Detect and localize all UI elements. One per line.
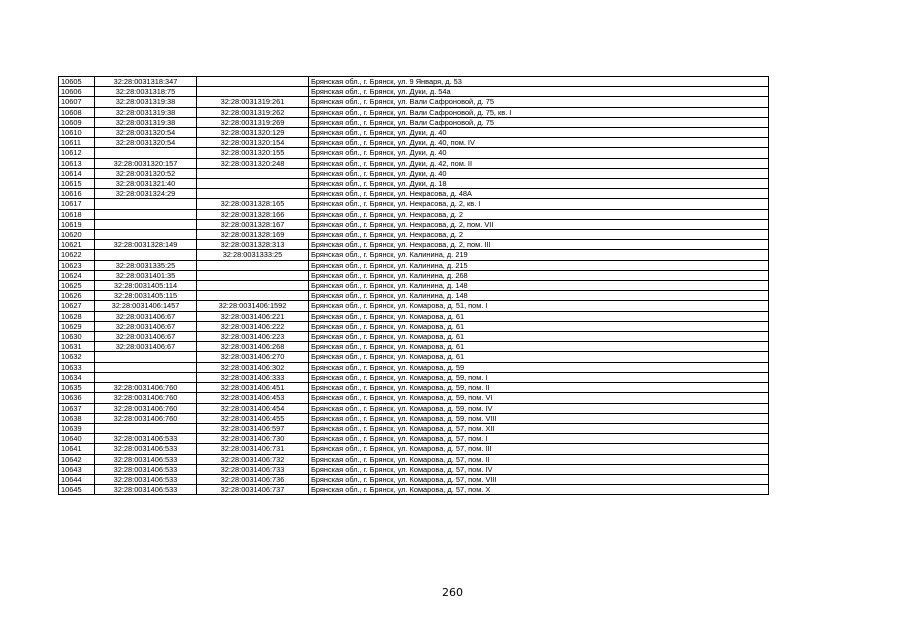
- parcel-number-cell: 32:28:0031321:40: [95, 179, 197, 189]
- row-number-cell: 10643: [59, 464, 95, 474]
- table-row: [59, 332, 769, 342]
- address-cell: Брянская обл., г. Брянск, ул. Комарова, д. 57, пом. IV: [309, 464, 769, 474]
- row-number-cell: 10632: [59, 352, 95, 362]
- parcel-number-cell: 32:28:0031406:67: [95, 311, 197, 321]
- address-cell: Брянская обл., г. Брянск, ул. Вали Сафроновой, д. 75: [309, 117, 769, 127]
- object-number-cell: [197, 168, 309, 178]
- address-cell: Брянская обл., г. Брянск, ул. Комарова, д. 59, пом. VI: [309, 393, 769, 403]
- register-table: [58, 76, 769, 495]
- parcel-number-cell: 32:28:0031328:149: [95, 240, 197, 250]
- address-cell: Брянская обл., г. Брянск, ул. Вали Сафроновой, д. 75, кв. I: [309, 107, 769, 117]
- object-number-cell: 32:28:0031328:165: [197, 199, 309, 209]
- table-row: [59, 219, 769, 229]
- object-number-cell: [197, 77, 309, 87]
- address-cell: Брянская обл., г. Брянск, ул. Комарова, д. 59, пом. IV: [309, 403, 769, 413]
- address-cell: Брянская обл., г. Брянск, ул. Калинина, д. 215: [309, 260, 769, 270]
- object-number-cell: [197, 189, 309, 199]
- parcel-number-cell: 32:28:0031319:38: [95, 97, 197, 107]
- parcel-number-cell: 32:28:0031406:533: [95, 464, 197, 474]
- parcel-number-cell: 32:28:0031319:38: [95, 107, 197, 117]
- object-number-cell: 32:28:0031406:222: [197, 321, 309, 331]
- row-number-cell: 10616: [59, 189, 95, 199]
- table-row: [59, 230, 769, 240]
- object-number-cell: 32:28:0031328:313: [197, 240, 309, 250]
- address-cell: Брянская обл., г. Брянск, ул. Некрасова, д. 2, пом. VII: [309, 219, 769, 229]
- address-cell: Брянская обл., г. Брянск, ул. Комарова, д. 61: [309, 332, 769, 342]
- parcel-number-cell: [95, 148, 197, 158]
- address-cell: Брянская обл., г. Брянск, ул. Комарова, д. 51, пом. I: [309, 301, 769, 311]
- parcel-number-cell: 32:28:0031405:115: [95, 291, 197, 301]
- table-row: [59, 352, 769, 362]
- object-number-cell: 32:28:0031406:733: [197, 464, 309, 474]
- object-number-cell: 32:28:0031406:223: [197, 332, 309, 342]
- table-row: [59, 423, 769, 433]
- table-row: [59, 311, 769, 321]
- row-number-cell: 10637: [59, 403, 95, 413]
- address-cell: Брянская обл., г. Брянск, ул. Калинина, д. 148: [309, 281, 769, 291]
- table-row: [59, 270, 769, 280]
- object-number-cell: 32:28:0031406:221: [197, 311, 309, 321]
- parcel-number-cell: [95, 372, 197, 382]
- row-number-cell: 10644: [59, 474, 95, 484]
- address-cell: Брянская обл., г. Брянск, ул. Калинина, д. 148: [309, 291, 769, 301]
- table-row: [59, 281, 769, 291]
- table-row: [59, 393, 769, 403]
- parcel-number-cell: 32:28:0031406:533: [95, 444, 197, 454]
- row-number-cell: 10636: [59, 393, 95, 403]
- address-cell: Брянская обл., г. Брянск, ул. Комарова, д. 59, пом. II: [309, 383, 769, 393]
- parcel-number-cell: [95, 423, 197, 433]
- page-number: 260: [442, 586, 463, 599]
- parcel-number-cell: 32:28:0031320:54: [95, 128, 197, 138]
- parcel-number-cell: 32:28:0031320:54: [95, 138, 197, 148]
- address-cell: Брянская обл., г. Брянск, ул. Комарова, д. 57, пом. X: [309, 485, 769, 495]
- row-number-cell: 10615: [59, 179, 95, 189]
- object-number-cell: [197, 281, 309, 291]
- table-row: [59, 444, 769, 454]
- object-number-cell: 32:28:0031320:248: [197, 158, 309, 168]
- row-number-cell: 10614: [59, 168, 95, 178]
- row-number-cell: 10635: [59, 383, 95, 393]
- table-row: [59, 97, 769, 107]
- row-number-cell: 10612: [59, 148, 95, 158]
- object-number-cell: 32:28:0031406:270: [197, 352, 309, 362]
- table-row: [59, 138, 769, 148]
- parcel-number-cell: 32:28:0031401:35: [95, 270, 197, 280]
- object-number-cell: 32:28:0031406:453: [197, 393, 309, 403]
- object-number-cell: 32:28:0031406:736: [197, 474, 309, 484]
- object-number-cell: 32:28:0031406:451: [197, 383, 309, 393]
- table-row: [59, 301, 769, 311]
- row-number-cell: 10607: [59, 97, 95, 107]
- table-row: [59, 107, 769, 117]
- row-number-cell: 10619: [59, 219, 95, 229]
- table-row: [59, 128, 769, 138]
- table-row: [59, 199, 769, 209]
- row-number-cell: 10631: [59, 342, 95, 352]
- row-number-cell: 10641: [59, 444, 95, 454]
- object-number-cell: 32:28:0031406:333: [197, 372, 309, 382]
- table-row: [59, 372, 769, 382]
- row-number-cell: 10625: [59, 281, 95, 291]
- table-row: [59, 158, 769, 168]
- object-number-cell: 32:28:0031406:455: [197, 413, 309, 423]
- object-number-cell: 32:28:0031406:731: [197, 444, 309, 454]
- row-number-cell: 10610: [59, 128, 95, 138]
- table-row: [59, 413, 769, 423]
- parcel-number-cell: 32:28:0031324:29: [95, 189, 197, 199]
- object-number-cell: 32:28:0031328:169: [197, 230, 309, 240]
- object-number-cell: [197, 179, 309, 189]
- row-number-cell: 10609: [59, 117, 95, 127]
- row-number-cell: 10645: [59, 485, 95, 495]
- row-number-cell: 10638: [59, 413, 95, 423]
- address-cell: Брянская обл., г. Брянск, ул. Комарова, д. 59, пом. VIII: [309, 413, 769, 423]
- address-cell: Брянская обл., г. Брянск, ул. Комарова, д. 61: [309, 321, 769, 331]
- table-row: [59, 87, 769, 97]
- parcel-number-cell: 32:28:0031406:1457: [95, 301, 197, 311]
- table-row: [59, 168, 769, 178]
- object-number-cell: 32:28:0031319:261: [197, 97, 309, 107]
- table-row: [59, 474, 769, 484]
- object-number-cell: 32:28:0031328:167: [197, 219, 309, 229]
- row-number-cell: 10620: [59, 230, 95, 240]
- table-row: [59, 209, 769, 219]
- table-row: [59, 240, 769, 250]
- table-row: [59, 148, 769, 158]
- table-row: [59, 434, 769, 444]
- row-number-cell: 10621: [59, 240, 95, 250]
- object-number-cell: 32:28:0031406:737: [197, 485, 309, 495]
- parcel-number-cell: 32:28:0031335:25: [95, 260, 197, 270]
- row-number-cell: 10629: [59, 321, 95, 331]
- table-row: [59, 362, 769, 372]
- parcel-number-cell: 32:28:0031406:67: [95, 332, 197, 342]
- parcel-number-cell: [95, 230, 197, 240]
- address-cell: Брянская обл., г. Брянск, ул. Дуки, д. 40: [309, 148, 769, 158]
- address-cell: Брянская обл., г. Брянск, ул. Калинина, д. 268: [309, 270, 769, 280]
- row-number-cell: 10622: [59, 250, 95, 260]
- parcel-number-cell: 32:28:0031320:157: [95, 158, 197, 168]
- address-cell: Брянская обл., г. Брянск, ул. Комарова, д. 57, пом. VIII: [309, 474, 769, 484]
- object-number-cell: 32:28:0031328:166: [197, 209, 309, 219]
- object-number-cell: 32:28:0031406:454: [197, 403, 309, 413]
- address-cell: Брянская обл., г. Брянск, ул. Дуки, д. 42, пом. II: [309, 158, 769, 168]
- parcel-number-cell: 32:28:0031319:38: [95, 117, 197, 127]
- parcel-number-cell: 32:28:0031406:67: [95, 321, 197, 331]
- table-row: [59, 250, 769, 260]
- address-cell: Брянская обл., г. Брянск, ул. Дуки, д. 18: [309, 179, 769, 189]
- table-row: [59, 77, 769, 87]
- address-cell: Брянская обл., г. Брянск, ул. 9 Января, д. 53: [309, 77, 769, 87]
- table-row: [59, 291, 769, 301]
- address-cell: Брянская обл., г. Брянск, ул. Комарова, д. 61: [309, 352, 769, 362]
- table-row: [59, 260, 769, 270]
- parcel-number-cell: 32:28:0031406:533: [95, 485, 197, 495]
- object-number-cell: 32:28:0031319:262: [197, 107, 309, 117]
- table-row: [59, 403, 769, 413]
- address-cell: Брянская обл., г. Брянск, ул. Дуки, д. 40: [309, 128, 769, 138]
- object-number-cell: 32:28:0031320:129: [197, 128, 309, 138]
- object-number-cell: [197, 270, 309, 280]
- address-cell: Брянская обл., г. Брянск, ул. Некрасова, д. 2, кв. I: [309, 199, 769, 209]
- object-number-cell: 32:28:0031406:302: [197, 362, 309, 372]
- parcel-number-cell: [95, 209, 197, 219]
- row-number-cell: 10640: [59, 434, 95, 444]
- address-cell: Брянская обл., г. Брянск, ул. Комарова, д. 57, пом. III: [309, 444, 769, 454]
- object-number-cell: 32:28:0031406:1592: [197, 301, 309, 311]
- row-number-cell: 10624: [59, 270, 95, 280]
- address-cell: Брянская обл., г. Брянск, ул. Комарова, д. 61: [309, 311, 769, 321]
- table-row: [59, 485, 769, 495]
- parcel-number-cell: 32:28:0031406:760: [95, 403, 197, 413]
- object-number-cell: 32:28:0031319:269: [197, 117, 309, 127]
- address-cell: Брянская обл., г. Брянск, ул. Некрасова, д. 2: [309, 230, 769, 240]
- parcel-number-cell: 32:28:0031318:75: [95, 87, 197, 97]
- object-number-cell: [197, 291, 309, 301]
- address-cell: Брянская обл., г. Брянск, ул. Комарова, д. 61: [309, 342, 769, 352]
- row-number-cell: 10639: [59, 423, 95, 433]
- address-cell: Брянская обл., г. Брянск, ул. Комарова, д. 57, пом. I: [309, 434, 769, 444]
- table-row: [59, 464, 769, 474]
- object-number-cell: 32:28:0031406:730: [197, 434, 309, 444]
- object-number-cell: 32:28:0031406:732: [197, 454, 309, 464]
- parcel-number-cell: 32:28:0031406:760: [95, 413, 197, 423]
- table-row: [59, 454, 769, 464]
- address-cell: Брянская обл., г. Брянск, ул. Дуки, д. 54а: [309, 87, 769, 97]
- address-cell: Брянская обл., г. Брянск, ул. Комарова, д. 59: [309, 362, 769, 372]
- parcel-number-cell: 32:28:0031406:760: [95, 393, 197, 403]
- register-table-body: [59, 77, 769, 495]
- address-cell: Брянская обл., г. Брянск, ул. Комарова, д. 59, пом. I: [309, 372, 769, 382]
- address-cell: Брянская обл., г. Брянск, ул. Калинина, д. 219: [309, 250, 769, 260]
- object-number-cell: 32:28:0031320:154: [197, 138, 309, 148]
- row-number-cell: 10627: [59, 301, 95, 311]
- address-cell: Брянская обл., г. Брянск, ул. Комарова, д. 57, пом. II: [309, 454, 769, 464]
- object-number-cell: 32:28:0031406:597: [197, 423, 309, 433]
- row-number-cell: 10611: [59, 138, 95, 148]
- row-number-cell: 10630: [59, 332, 95, 342]
- row-number-cell: 10642: [59, 454, 95, 464]
- row-number-cell: 10634: [59, 372, 95, 382]
- address-cell: Брянская обл., г. Брянск, ул. Дуки, д. 40: [309, 168, 769, 178]
- table-row: [59, 342, 769, 352]
- parcel-number-cell: 32:28:0031406:760: [95, 383, 197, 393]
- row-number-cell: 10633: [59, 362, 95, 372]
- row-number-cell: 10628: [59, 311, 95, 321]
- parcel-number-cell: [95, 362, 197, 372]
- parcel-number-cell: [95, 219, 197, 229]
- parcel-number-cell: 32:28:0031406:533: [95, 434, 197, 444]
- address-cell: Брянская обл., г. Брянск, ул. Некрасова, д. 2, пом. III: [309, 240, 769, 250]
- table-row: [59, 179, 769, 189]
- row-number-cell: 10605: [59, 77, 95, 87]
- row-number-cell: 10623: [59, 260, 95, 270]
- row-number-cell: 10613: [59, 158, 95, 168]
- row-number-cell: 10626: [59, 291, 95, 301]
- address-cell: Брянская обл., г. Брянск, ул. Некрасова, д. 48А: [309, 189, 769, 199]
- parcel-number-cell: 32:28:0031405:114: [95, 281, 197, 291]
- object-number-cell: [197, 260, 309, 270]
- object-number-cell: 32:28:0031406:268: [197, 342, 309, 352]
- table-row: [59, 189, 769, 199]
- parcel-number-cell: 32:28:0031406:67: [95, 342, 197, 352]
- address-cell: Брянская обл., г. Брянск, ул. Вали Сафроновой, д. 75: [309, 97, 769, 107]
- object-number-cell: 32:28:0031320:155: [197, 148, 309, 158]
- table-row: [59, 383, 769, 393]
- parcel-number-cell: 32:28:0031406:533: [95, 474, 197, 484]
- row-number-cell: 10618: [59, 209, 95, 219]
- row-number-cell: 10606: [59, 87, 95, 97]
- address-cell: Брянская обл., г. Брянск, ул. Комарова, д. 57, пом. XII: [309, 423, 769, 433]
- table-row: [59, 117, 769, 127]
- row-number-cell: 10617: [59, 199, 95, 209]
- object-number-cell: 32:28:0031333:25: [197, 250, 309, 260]
- address-cell: Брянская обл., г. Брянск, ул. Дуки, д. 40, пом. IV: [309, 138, 769, 148]
- parcel-number-cell: [95, 250, 197, 260]
- address-cell: Брянская обл., г. Брянск, ул. Некрасова, д. 2: [309, 209, 769, 219]
- parcel-number-cell: 32:28:0031320:52: [95, 168, 197, 178]
- row-number-cell: 10608: [59, 107, 95, 117]
- parcel-number-cell: [95, 199, 197, 209]
- parcel-number-cell: 32:28:0031406:533: [95, 454, 197, 464]
- parcel-number-cell: [95, 352, 197, 362]
- parcel-number-cell: 32:28:0031318:347: [95, 77, 197, 87]
- object-number-cell: [197, 87, 309, 97]
- table-row: [59, 321, 769, 331]
